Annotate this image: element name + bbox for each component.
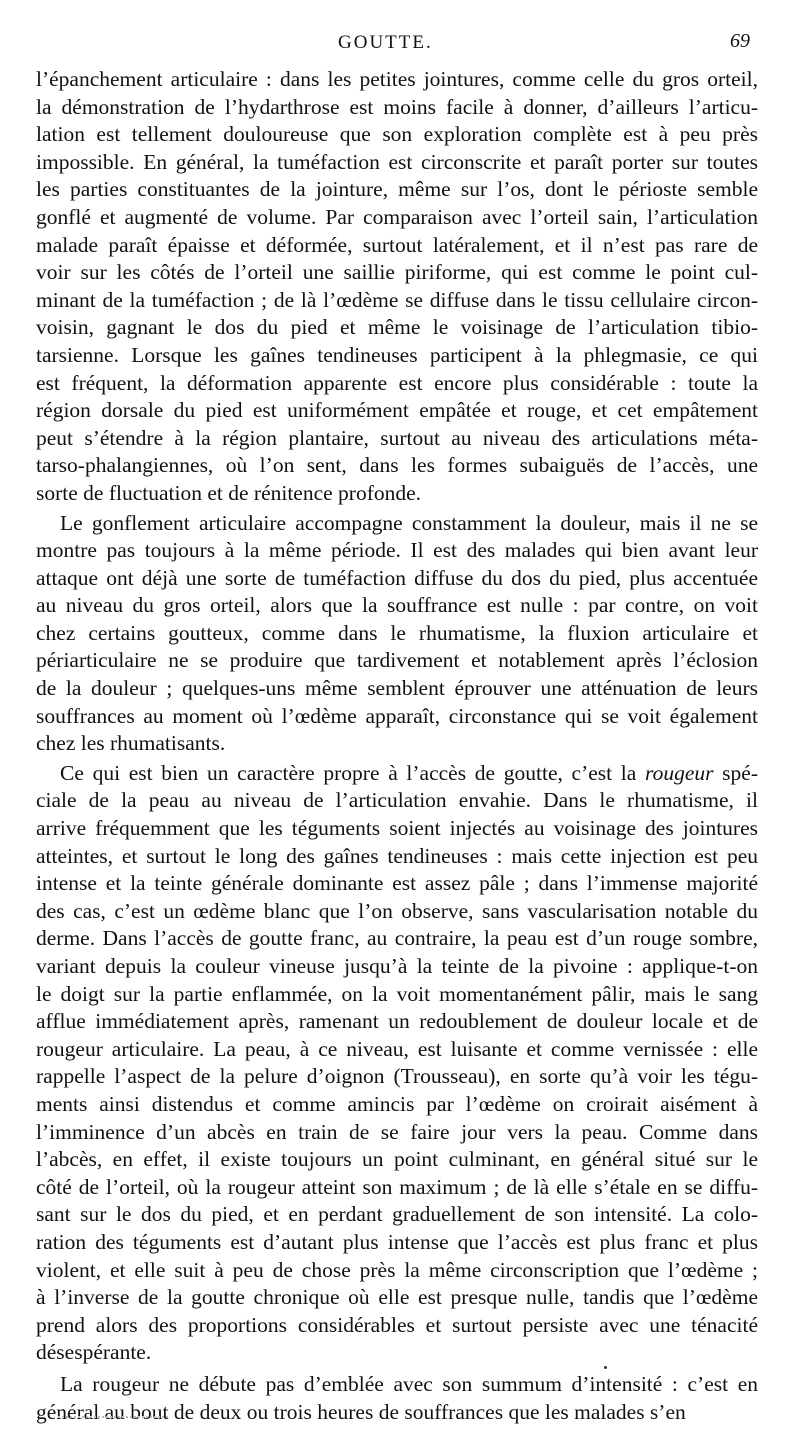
- text-line: sant sur le dos du pied, et en perdant graduellement de son intensité. La colo-: [36, 1202, 758, 1227]
- text-line: Le gonflement articulaire accompagne constamment la douleur, mais il ne se: [60, 510, 758, 535]
- text-line: au niveau du gros orteil, alors que la souffrance est nulle : par contre, on voit: [36, 593, 758, 618]
- text-line: attaque ont déjà une sorte de tuméfaction diffuse du dos du pied, plus accentuée: [36, 565, 758, 590]
- text-line: voisin, gagnant le dos du pied et même le voisinage de l’articulation tibio-: [36, 315, 758, 340]
- text-line: la démonstration de l’hydarthrose est moins facile à donner, d’ailleurs l’articu-: [36, 94, 758, 119]
- print-smudge: [58, 1416, 168, 1420]
- text-line: derme. Dans l’accès de goutte franc, au contraire, la peau est d’un rouge sombre,: [36, 926, 758, 951]
- paragraph: [36, 66, 758, 508]
- text-line: souffrances au moment où l’œdème apparaît, circonstance qui se voit également: [36, 703, 758, 728]
- text-line: atteintes, et surtout le long des gaînes tendineuses : mais cette injection est peu: [36, 843, 758, 868]
- text-line: montre pas toujours à la même période. Il est des malades qui bien avant leur: [36, 538, 758, 563]
- text-line: gonflé et augmenté de volume. Par comparaison avec l’orteil sain, l’articulation: [36, 204, 758, 229]
- text-line: lation est tellement douloureuse que son exploration complète est à peu près: [36, 122, 758, 147]
- text-line: ciale de la peau au niveau de l’articulation envahie. Dans le rhumatisme, il: [36, 788, 758, 813]
- text-line: peut s’étendre à la région plantaire, surtout au niveau des articulations méta-: [36, 425, 758, 450]
- paragraph: [36, 760, 758, 1367]
- running-title: GOUTTE.: [338, 32, 433, 53]
- text-line: l’épanchement articulaire : dans les petites jointures, comme celle du gros orteil,: [36, 67, 758, 91]
- text-line: l’imminence d’un abcès en train de se faire jour vers la peau. Comme dans: [36, 1119, 758, 1144]
- paragraph: [36, 510, 758, 758]
- text-line: chez les rhumatisants.: [36, 731, 226, 756]
- text-line: tarsienne. Lorsque les gaînes tendineuses participent à la phlegmasie, ce qui: [36, 342, 758, 367]
- text-line: prend alors des proportions considérables et surtout persiste avec une ténacité: [36, 1312, 758, 1337]
- text-line: côté de l’orteil, où la rougeur atteint son maximum ; de là elle s’étale en se diffu-: [36, 1174, 758, 1199]
- text-line: l’abcès, en effet, il existe toujours un point culminant, en général situé sur le: [36, 1147, 758, 1172]
- text-line: arrive fréquemment que les téguments soient injectés au voisinage des jointures: [36, 816, 758, 841]
- text-line: ments ainsi distendus et comme amincis par l’œdème on croirait aisément à: [36, 1091, 758, 1116]
- text-line: de la douleur ; quelques-uns même semblent éprouver une atténuation de leurs: [36, 676, 758, 701]
- text-line: des cas, c’est un œdème blanc que l’on observe, sans vascularisation notable du: [36, 898, 758, 923]
- text-line: le doigt sur la partie enflammée, on la voit momentanément pâlir, mais le sang: [36, 981, 758, 1006]
- text-line: rougeur articulaire. La peau, à ce niveau, est luisante et comme vernissée : elle: [36, 1036, 758, 1061]
- text-line: ration des téguments est d’autant plus intense que l’accès est plus franc et plus: [36, 1229, 758, 1254]
- page-number: 69: [730, 30, 750, 52]
- ink-speck: [604, 1366, 607, 1369]
- text-line: sorte de fluctuation et de rénitence profonde.: [36, 480, 422, 505]
- text-line: périarticulaire ne se produire que tardivement et notablement après l’éclosion: [36, 648, 758, 673]
- text-line: les parties constituantes de la jointure, même sur l’os, dont le périoste semble: [36, 177, 758, 202]
- text-line: minant de la tuméfaction ; de là l’œdème se diffuse dans le tissu cellulaire circon-: [36, 287, 758, 312]
- text-line: impossible. En général, la tuméfaction est circonscrite et paraît porter sur toutes: [36, 149, 758, 174]
- text-line: tarso-phalangiennes, où l’on sent, dans les formes subaiguës de l’accès, une: [36, 453, 758, 478]
- text-line: chez certains goutteux, comme dans le rhumatisme, la fluxion articulaire et: [36, 620, 758, 645]
- text-line: Ce qui est bien un caractère propre à l’accès de goutte, c’est la rougeur spé-: [60, 760, 759, 785]
- text-line: intense et la teinte générale dominante est assez pâle ; dans l’immense majorité: [36, 871, 758, 896]
- italic-term: rougeur: [645, 760, 714, 785]
- text-line: est fréquent, la déformation apparente est encore plus considérable : toute la: [36, 370, 758, 395]
- text-line: région dorsale du pied est uniformément empâtée et rouge, et cet empâtement: [36, 398, 758, 423]
- text-line: à l’inverse de la goutte chronique où elle est presque nulle, tandis que l’œdème: [36, 1285, 758, 1310]
- text-line: afflue immédiatement après, ramenant un redoublement de douleur locale et de: [36, 1009, 758, 1034]
- body-text: [36, 66, 758, 1426]
- text-line: voir sur les côtés de l’orteil une saillie piriforme, qui est comme le point cul-: [36, 260, 758, 285]
- text-line: général au bout de deux ou trois heures de souffrances que les malades s’en: [36, 1399, 686, 1424]
- text-line: violent, et elle suit à peu de chose près la même circonscription que l’œdème ;: [36, 1257, 758, 1282]
- text-line: malade paraît épaisse et déformée, surtout latéralement, et il n’est pas rare de: [36, 232, 758, 257]
- text-line: désespérante.: [36, 1340, 152, 1365]
- text-line: La rougeur ne débute pas d’emblée avec son summum d’intensité : c’est en: [60, 1371, 758, 1396]
- text-line: rappelle l’aspect de la pelure d’oignon (Trousseau), en sorte qu’à voir les tégu-: [36, 1064, 758, 1089]
- text-line: variant depuis la couleur vineuse jusqu’à la teinte de la pivoine : applique-t-on: [36, 954, 758, 978]
